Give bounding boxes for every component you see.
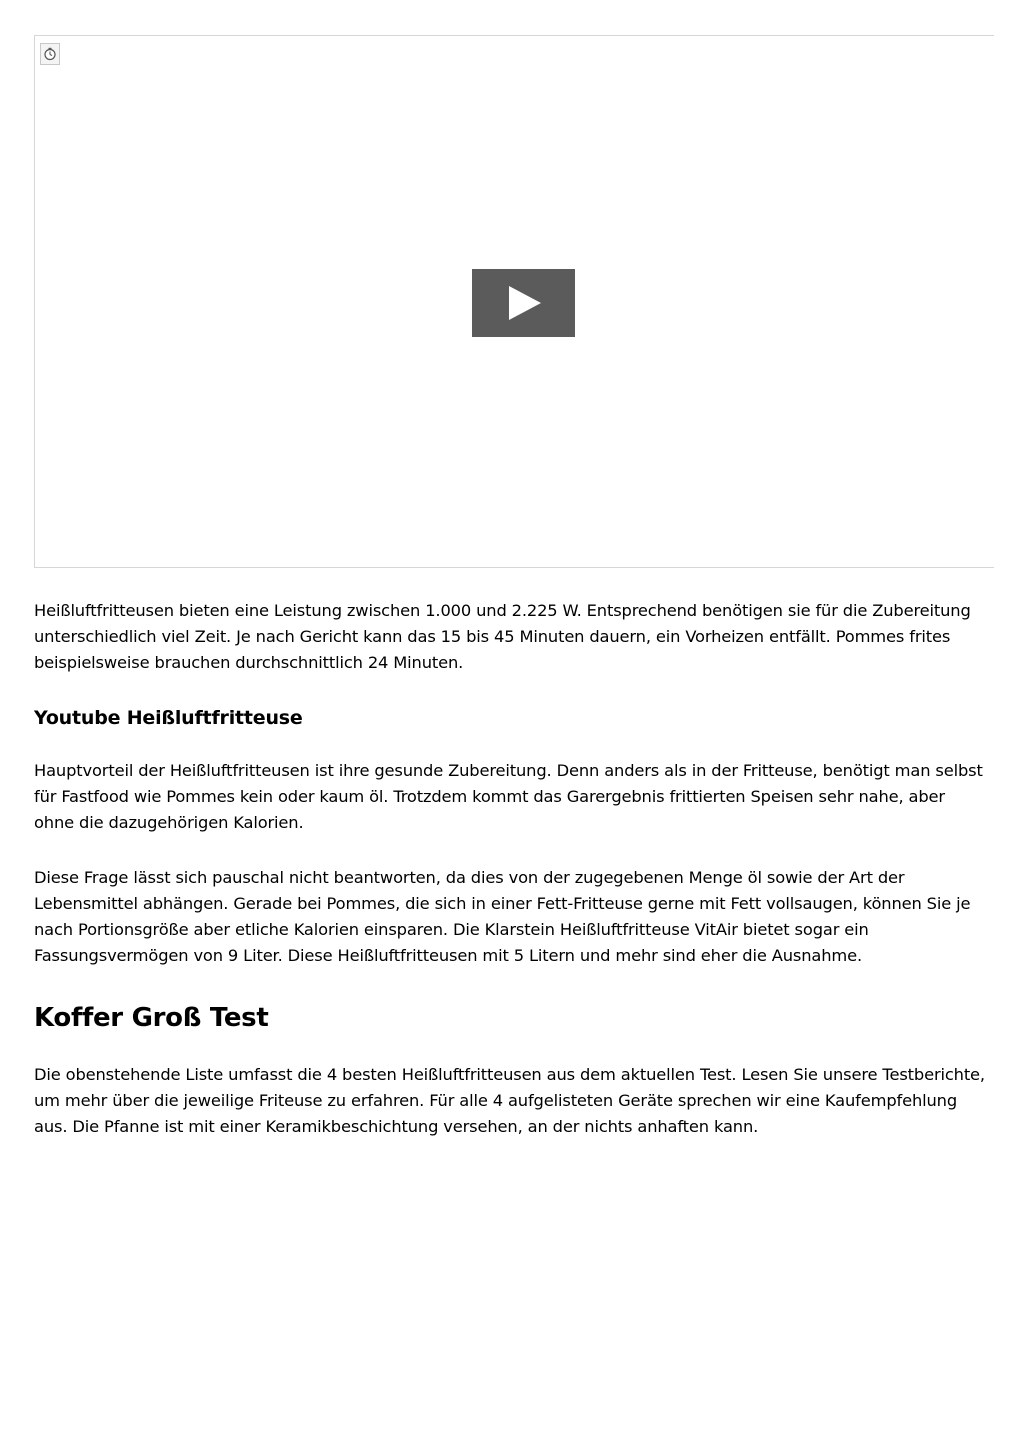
broken-image-icon <box>40 43 60 65</box>
play-icon <box>506 285 542 321</box>
video-embed[interactable] <box>34 35 994 568</box>
article-body <box>34 598 989 1140</box>
heading-youtube: Youtube Heißluftfritteuse <box>34 707 303 729</box>
paragraph-calories: Diese Frage lässt sich pauschal nicht beantworten, da dies von der zugegebenen Menge öl sowie der Art der Lebensmittel abhängen. Gerade bei Pommes, die sich in einer Fett-Fritteuse gerne mit Fett vollsaugen, können Sie je nach Portionsgröße aber etliche Kalorien einsparen. Die Klarstein Heißluftfritteuse VitAir bietet sogar ein Fassungsvermögen von 9 Liter. Diese Heißluftfritteusen mit 5 Litern und mehr sind eher die Ausnahme. <box>34 868 971 965</box>
paragraph-advantage: Hauptvorteil der Heißluftfritteusen ist ihre gesunde Zubereitung. Denn anders als in der Fritteuse, benötigt man selbst für Fastfood wie Pommes kein oder kaum öl. Trotzdem kommt das Garergebnis frittierten Speisen sehr nahe, aber ohne die dazugehörigen Kalorien. <box>34 761 983 832</box>
play-button[interactable] <box>472 269 575 337</box>
heading-koffer: Koffer Groß Test <box>34 1003 269 1033</box>
paragraph-power: Heißluftfritteusen bieten eine Leistung zwischen 1.000 und 2.225 W. Entsprechend benötigen sie für die Zubereitung unterschiedlich viel Zeit. Je nach Gericht kann das 15 bis 45 Minuten dauern, ein Vorheizen entfällt. Pommes frites beispielsweise brauchen durchschnittlich 24 Minuten. <box>34 601 971 672</box>
paragraph-list: Die obenstehende Liste umfasst die 4 besten Heißluftfritteusen aus dem aktuellen Test. Lesen Sie unsere Testberichte, um mehr über die jeweilige Friteuse zu erfahren. Für alle 4 aufgelisteten Geräte sprechen wir eine Kaufempfehlung aus. Die Pfanne ist mit einer Keramikbeschichtung versehen, an der nichts anhaften kann. <box>34 1065 985 1136</box>
